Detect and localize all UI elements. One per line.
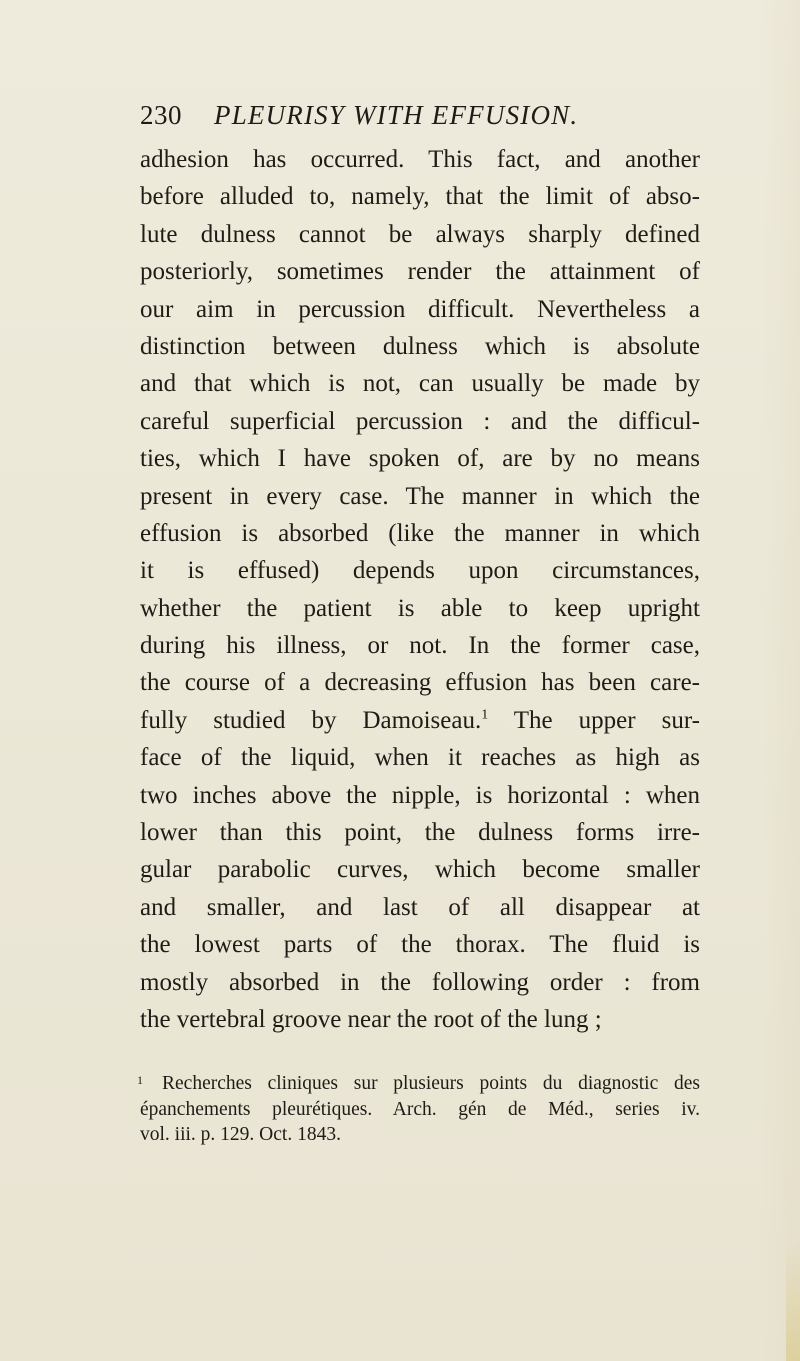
text-line: effusion is absorbed (like the manner in which: [140, 519, 700, 547]
text-line: lute dulness cannot be always sharply defined: [140, 220, 700, 248]
footnote-reference: 1: [481, 707, 489, 723]
text-line: careful superficial percussion : and the difficul-: [140, 407, 700, 435]
footnote-line: vol. iii. p. 129. Oct. 1843.: [140, 1124, 341, 1145]
text-line: whether the patient is able to keep upright: [140, 594, 700, 622]
text-line: the course of a decreasing effusion has been care-: [140, 669, 700, 697]
footnote-marker: 1: [137, 1073, 143, 1087]
text-line-with-footnote-ref: [140, 702, 700, 739]
footnote-line: Recherches cliniques sur plusieurs points du diagnostic des: [162, 1073, 700, 1094]
text-line: face of the liquid, when it reaches as high as: [140, 744, 700, 772]
text-line: the lowest parts of the thorax. The fluid is: [140, 931, 700, 959]
running-title: PLEURISY WITH EFFUSION.: [214, 100, 579, 130]
text-line: mostly absorbed in the following order : from: [140, 968, 700, 996]
text-line: the vertebral groove near the root of the lung ;: [140, 1005, 602, 1033]
text-line: adhesion has occurred. This fact, and another: [140, 146, 700, 173]
text-line: and that which is not, can usually be made by: [140, 370, 700, 398]
footnote: [140, 1071, 700, 1148]
text-line: distinction between dulness which is absolute: [140, 332, 700, 360]
text-line: ties, which I have spoken of, are by no means: [140, 445, 700, 473]
page-edge-shadow: [760, 0, 800, 1361]
text-line: our aim in percussion difficult. Nevertheless a: [140, 295, 700, 323]
page-stain: [786, 1241, 800, 1361]
text-line: two inches above the nipple, is horizontal : when: [140, 781, 700, 809]
text-line: gular parabolic curves, which become smaller: [140, 856, 700, 884]
text-line-end: The upper sur-: [513, 706, 700, 734]
body-text: [140, 141, 700, 1038]
text-line: lower than this point, the dulness forms irre-: [140, 819, 700, 847]
text-line: posteriorly, sometimes render the attainment of: [140, 258, 700, 286]
page-header: [140, 100, 700, 140]
text-line: it is effused) depends upon circumstances,: [140, 557, 700, 585]
page-number: 230: [140, 100, 182, 130]
text-line: and smaller, and last of all disappear at: [140, 893, 700, 921]
text-line: during his illness, or not. In the former case,: [140, 632, 700, 660]
footnote-line: épanchements pleurétiques. Arch. gén de Méd., series iv.: [140, 1098, 700, 1120]
text-line: before alluded to, namely, that the limit of abso-: [140, 183, 700, 211]
text-line-start: fully studied by Damoiseau.: [140, 706, 482, 734]
text-line: present in every case. The manner in which the: [140, 482, 700, 510]
